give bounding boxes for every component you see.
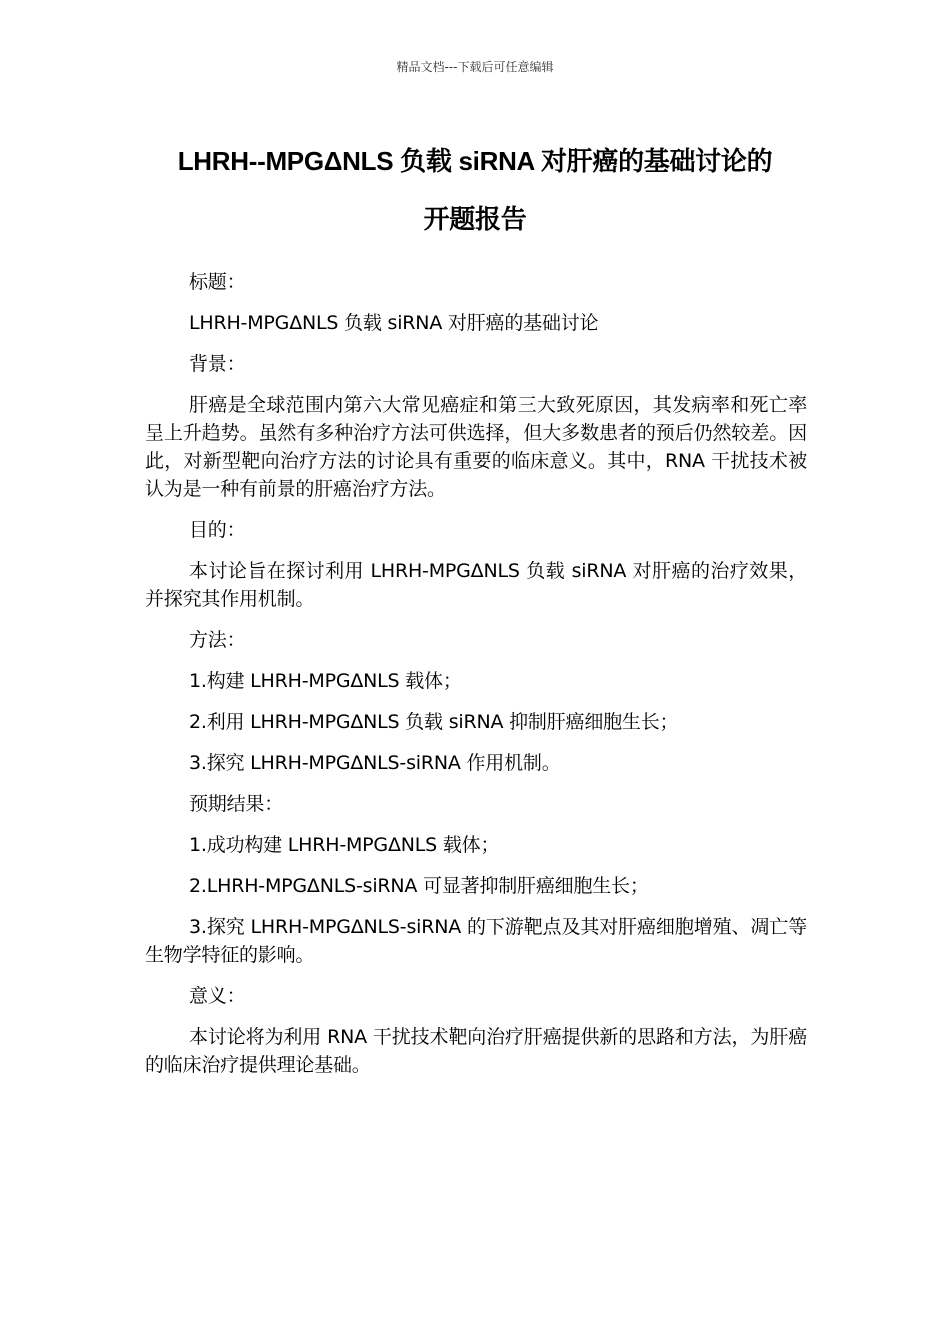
section-label-expected-results: 预期结果： — [189, 793, 284, 815]
document-body — [145, 268, 807, 1092]
title-text: LHRH-MPGΔNLS 负载 siRNA 对肝癌的基础讨论 — [189, 312, 599, 334]
objective-paragraph: 本讨论旨在探讨利用 LHRH-MPGΔNLS 负载 siRNA 对肝癌的治疗效果，并探究其作用机制。 — [145, 560, 807, 610]
method-item: 3.探究 LHRH-MPGΔNLS-siRNA 作用机制。 — [189, 752, 561, 774]
section-label-title: 标题： — [189, 271, 246, 293]
method-item: 1.构建 LHRH-MPGΔNLS 载体； — [189, 670, 462, 692]
result-item: 2.LHRH-MPGΔNLS-siRNA 可显著抑制肝癌细胞生长； — [189, 875, 649, 897]
method-item: 2.利用 LHRH-MPGΔNLS 负载 siRNA 抑制肝癌细胞生长； — [189, 711, 679, 733]
significance-paragraph: 本讨论将为利用 RNA 干扰技术靶向治疗肝癌提供新的思路和方法，为肝癌的临床治疗提供理论基础。 — [145, 1026, 807, 1076]
section-label-significance: 意义： — [189, 985, 246, 1007]
background-paragraph: 肝癌是全球范围内第六大常见癌症和第三大致死原因，其发病率和死亡率呈上升趋势。虽然有多种治疗方法可供选择，但大多数患者的预后仍然较差。因此，对新型靶向治疗方法的讨论具有重要的临床意义。其中，RNA 干扰技术被认为是一种有前景的肝癌治疗方法。 — [145, 394, 807, 500]
document-title — [80, 132, 870, 248]
header-note: 精品文档---下载后可任意编辑 — [396, 60, 554, 74]
section-label-background: 背景： — [189, 353, 246, 375]
result-item: 3.探究 LHRH-MPGΔNLS-siRNA 的下游靶点及其对肝癌细胞增殖、凋亡等生物学特征的影响。 — [145, 916, 807, 966]
title-line-1: LHRH--MPGΔNLS 负载 siRNA 对肝癌的基础讨论的 — [177, 146, 773, 176]
result-item: 1.成功构建 LHRH-MPGΔNLS 载体； — [189, 834, 500, 856]
title-line-2: 开题报告 — [423, 204, 527, 234]
section-label-objective: 目的： — [189, 519, 246, 541]
section-label-methods: 方法： — [189, 629, 246, 651]
